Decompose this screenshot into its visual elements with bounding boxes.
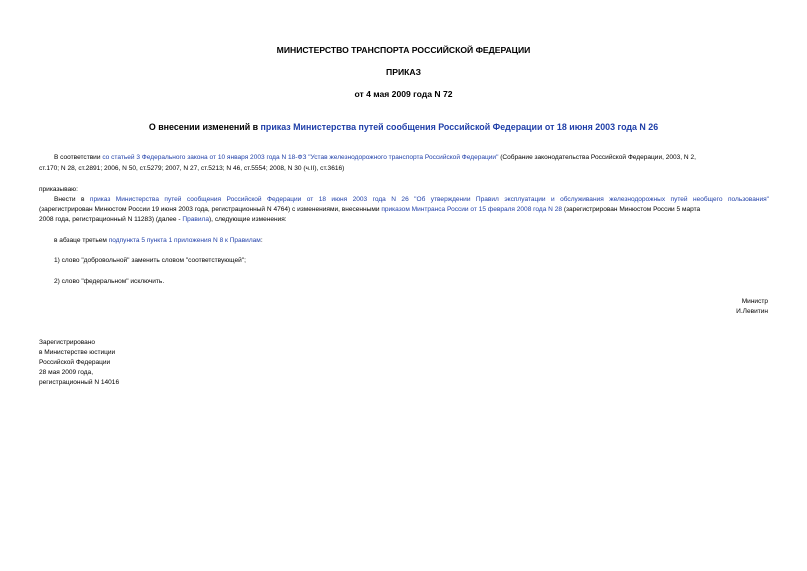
- amend-line-2-start: (зарегистрирован Минюстом России 19 июня 2003 года, регистрационный N 4764) с изменениями, внесенными: [39, 206, 382, 213]
- mintrans-order-link[interactable]: приказом Минтранса России от 15 февраля 2008 года N 28: [381, 206, 563, 213]
- list-item: 1) слово "добровольной" заменить словом "соответствующей";: [54, 257, 246, 264]
- order-word: приказываю:: [39, 186, 78, 193]
- paragraph-reference-lead: в абзаце третьем: [54, 237, 109, 244]
- amend-line-3: [39, 215, 769, 226]
- registration-line: Российской Федерации: [39, 359, 111, 366]
- registration-line: 28 мая 2009 года,: [39, 369, 94, 376]
- amend-line-3-start: 2008 года, регистрационный N 11283) (далее -: [39, 216, 183, 223]
- intro-line-2: ст.170; N 28, ст.2891; 2006, N 50, ст.5279; 2007, N 27, ст.5213; N 46, ст.5554; 2008, N 30 (ч.II), ст.3616): [39, 165, 345, 172]
- title-prefix: О внесении изменений в: [148, 122, 261, 132]
- intro-lead: В соответствии: [54, 154, 103, 161]
- paragraph-reference: [54, 236, 769, 247]
- registration-line: Зарегистрировано: [39, 339, 96, 346]
- intro-line-1: [54, 153, 769, 164]
- document-type-heading: ПРИКАЗ: [386, 67, 421, 77]
- amend-lead: Внести в: [54, 196, 90, 203]
- amend-line-2-end: (зарегистрирован Минюстом России 5 марта: [562, 206, 701, 213]
- date-number-heading: от 4 мая 2009 года N 72: [354, 89, 453, 99]
- amended-order-link[interactable]: приказ Министерства путей сообщения Российской Федерации от 18 июня 2003 года N 26 "Об утверждении Правил эксплуатации и обслуживания железнодорожных путей необщего пользования": [89, 196, 769, 203]
- rules-link[interactable]: Правила: [182, 216, 209, 223]
- paragraph-reference-tail: :: [260, 237, 263, 244]
- signature-position: Министр: [741, 298, 768, 305]
- registration-line: в Министерстве юстиции: [39, 349, 116, 356]
- ministry-heading: МИНИСТЕРСТВО ТРАНСПОРТА РОССИЙСКОЙ ФЕДЕРАЦИИ: [276, 45, 531, 55]
- amend-line-2: [39, 205, 769, 216]
- signature-name: И.Левитин: [736, 308, 768, 315]
- registration-line: регистрационный N 14016: [39, 379, 120, 386]
- document-title: [0, 122, 807, 133]
- subparagraph-link[interactable]: подпункта 5 пункта 1 приложения N 8 к Правилам: [108, 237, 261, 244]
- list-item: 2) слово "федеральном" исключить.: [54, 278, 165, 285]
- title-order-link[interactable]: приказ Министерства путей сообщения Российской Федерации от 18 июня 2003 года N 26: [260, 122, 659, 132]
- amend-line-1: [54, 195, 769, 206]
- law-article-link[interactable]: со статьей 3 Федерального закона от 10 января 2003 года N 18-ФЗ "Устав железнодорожного транспорта Российской Федерации": [102, 154, 499, 161]
- amend-line-3-end: ), следующие изменения:: [209, 216, 287, 223]
- intro-tail: (Собрание законодательства Российской Федерации, 2003, N 2,: [498, 154, 696, 161]
